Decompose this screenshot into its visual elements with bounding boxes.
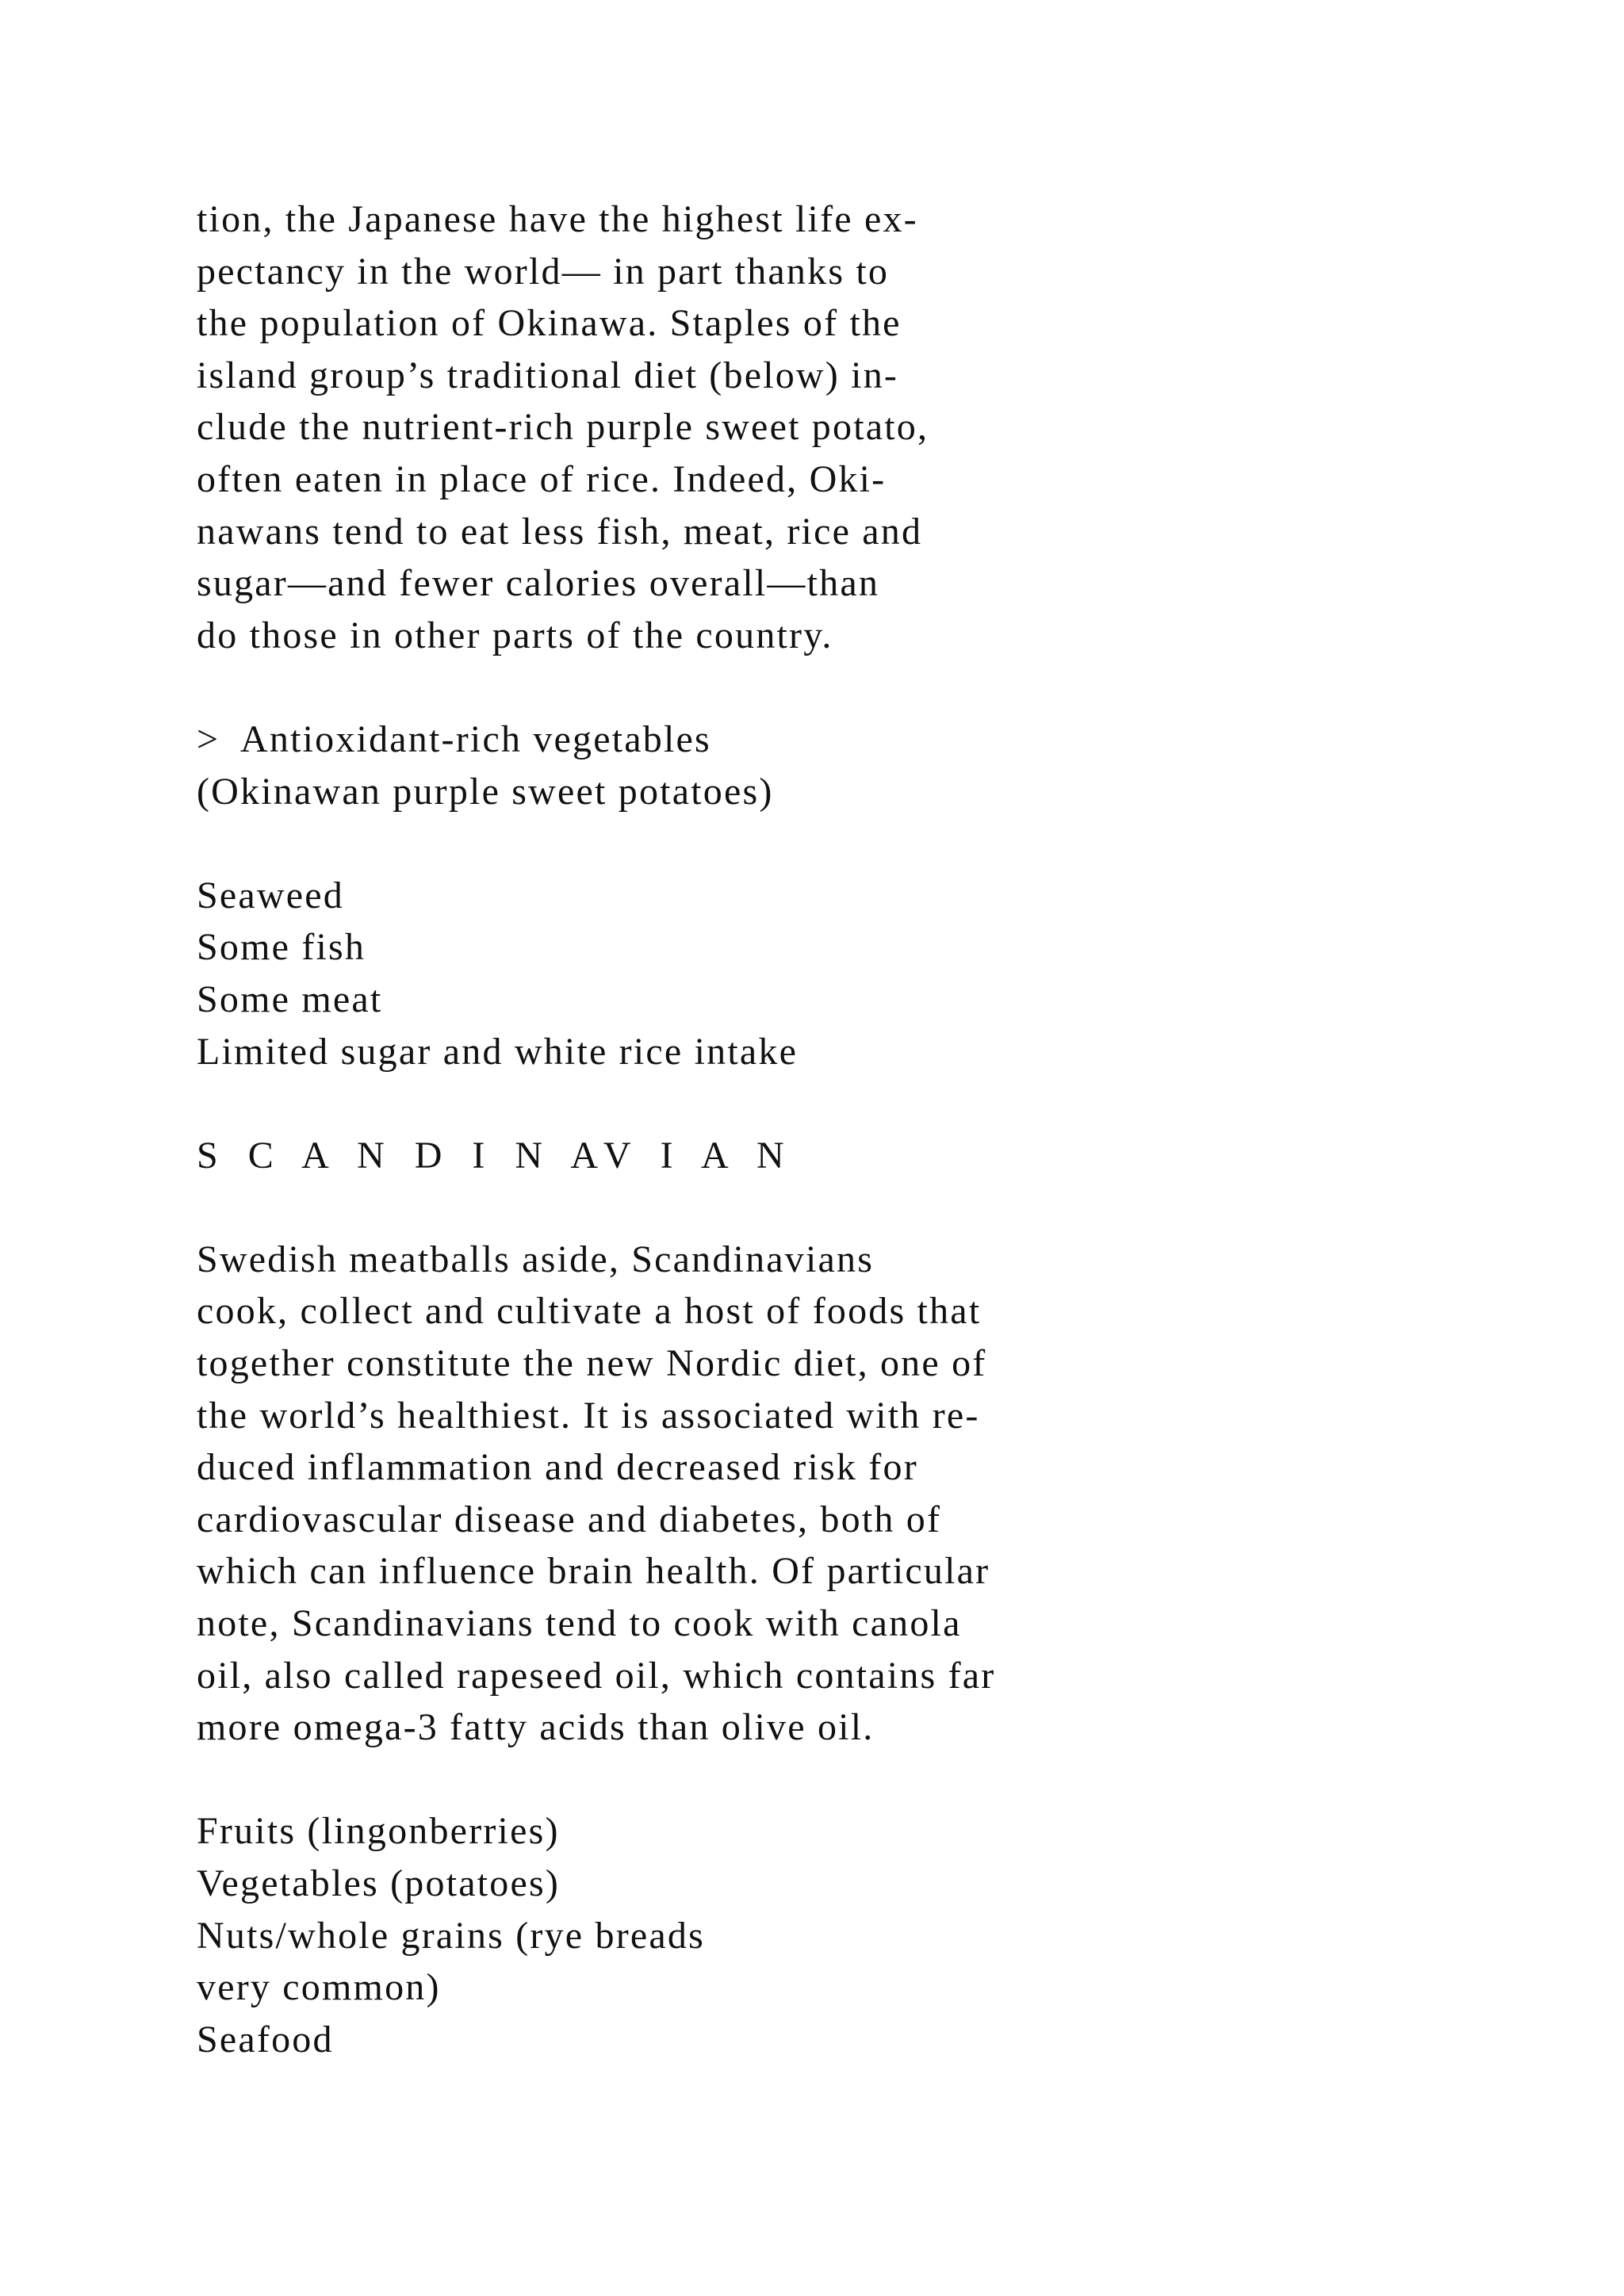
list-item: Vegetables (potatoes) [197, 1862, 561, 1904]
blank-line [197, 1181, 1434, 1234]
list-item: Some meat [197, 978, 383, 1020]
list-item: Some fish [197, 926, 366, 969]
okinawa-paragraph [197, 193, 1434, 661]
blank-line [197, 661, 1434, 714]
list-item: > Antioxidant-rich vegetables [197, 718, 711, 760]
list-item: Nuts/whole grains (rye breads [197, 1914, 705, 1957]
text-line: cook, collect and cultivate a host of foods that [197, 1290, 982, 1333]
list-item: Seaweed [197, 874, 344, 916]
list-item: Fruits (lingonberries) [197, 1810, 560, 1853]
text-line: often eaten in place of rice. Indeed, Oki- [197, 457, 887, 500]
text-line: island group’s traditional diet (below) in- [197, 354, 899, 396]
list-item: Seafood [197, 2018, 334, 2061]
text-line: sugar—and fewer calories overall—than [197, 562, 880, 605]
scandinavian-list [197, 1805, 1434, 2065]
list-item: Limited sugar and white rice intake [197, 1030, 799, 1073]
section-heading: S C A N D I N AV I A N [197, 1134, 795, 1177]
text-line: clude the nutrient-rich purple sweet potato, [197, 406, 929, 449]
text-line: which can influence brain health. Of particular [197, 1550, 990, 1593]
list-item: (Okinawan purple sweet potatoes) [197, 770, 774, 813]
okinawa-list-lead [197, 714, 1434, 817]
text-line: duced inflammation and decreased risk for [197, 1446, 918, 1489]
blank-line [197, 1754, 1434, 1806]
document-text [197, 193, 1434, 2065]
text-line: pectancy in the world— in part thanks to [197, 250, 890, 293]
blank-line [197, 1077, 1434, 1130]
text-line: Swedish meatballs aside, Scandinavians [197, 1238, 875, 1280]
text-line: note, Scandinavians tend to cook with canola [197, 1602, 962, 1645]
scandinavian-paragraph [197, 1234, 1434, 1754]
blank-line [197, 817, 1434, 870]
text-line: the world’s healthiest. It is associated with re- [197, 1394, 980, 1437]
text-line: do those in other parts of the country. [197, 614, 833, 656]
text-line: more omega-3 fatty acids than olive oil. [197, 1706, 875, 1749]
text-line: oil, also called rapeseed oil, which contains far [197, 1654, 996, 1697]
list-item: very common) [197, 1966, 441, 2009]
text-line: cardiovascular disease and diabetes, both of [197, 1498, 942, 1540]
text-line: together constitute the new Nordic diet, one of [197, 1342, 987, 1385]
text-line: tion, the Japanese have the highest life ex- [197, 198, 918, 240]
okinawa-list [197, 870, 1434, 1077]
text-line: nawans tend to eat less fish, meat, rice and [197, 510, 923, 553]
text-line: the population of Okinawa. Staples of the [197, 302, 902, 345]
